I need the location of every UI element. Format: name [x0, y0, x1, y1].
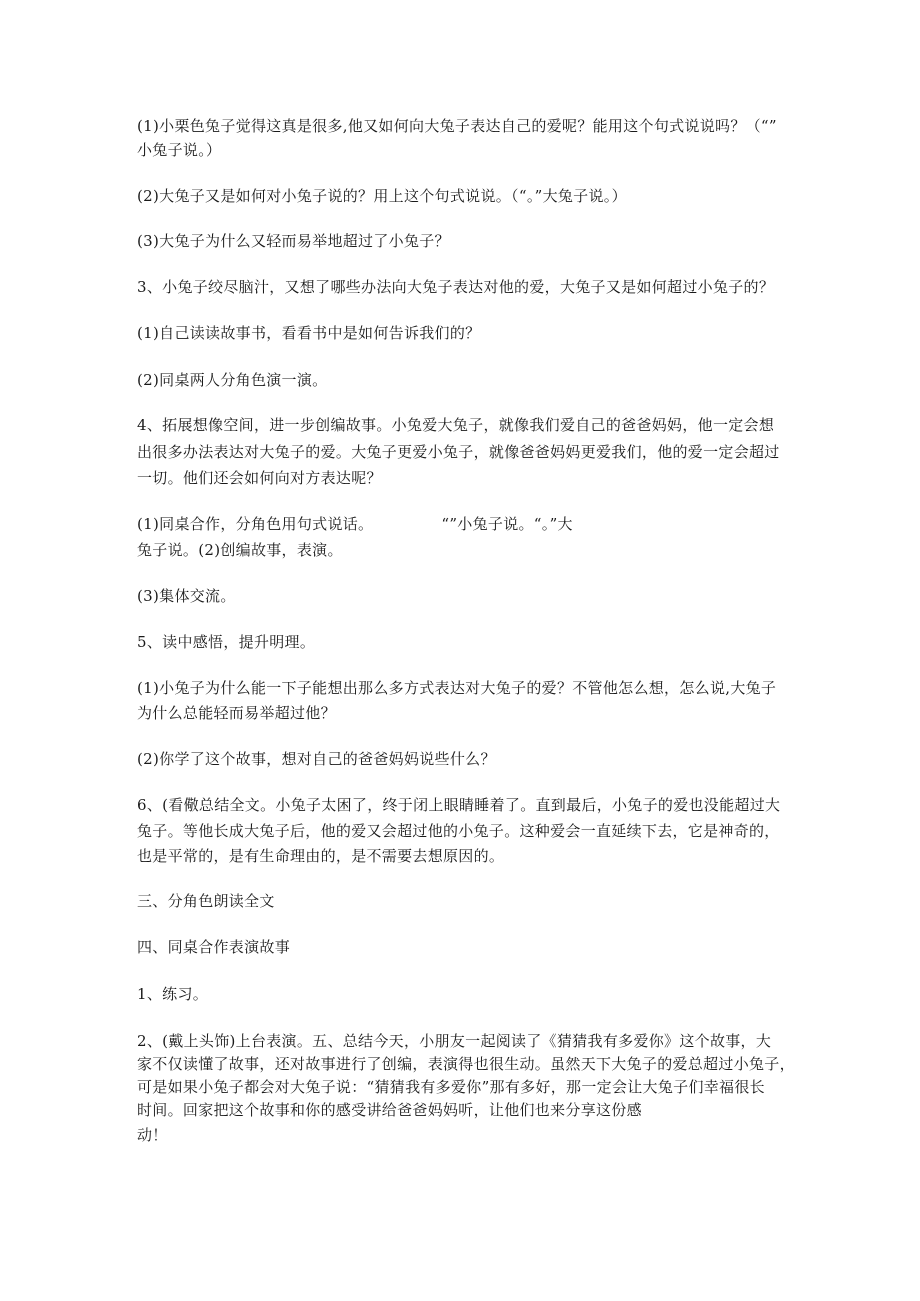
text-line: 也是平常的，是有生命理由的，是不需要去想原因的。 [137, 847, 505, 865]
text-line [137, 514, 573, 534]
text-line: 2、(戴上头饰)上台表演。五、总结今天，小朋友一起阅读了《猜猜我有多爱你》这个故事，大 [137, 1032, 772, 1050]
text-line: 为什么总能轻而易举超过他？ [137, 704, 336, 722]
text-line: (1)自己读读故事书，看看书中是如何告诉我们的？ [137, 324, 481, 342]
text-line: 一切。他们还会如何向对方表达呢？ [137, 469, 382, 487]
text-line: (1)小兔子为什么能一下子能想出那么多方式表达对大兔子的爱？不管他怎么想，怎么说,大兔子 [137, 679, 777, 697]
text-line: 动！ [137, 1126, 168, 1144]
text-line: (2)大兔子又是如何对小兔子说的？用上这个句式说说。（“。”大兔子说。） [137, 187, 627, 205]
text-segment: “”小兔子说。“。”大 [441, 515, 573, 533]
text-line: (3)集体交流。 [137, 587, 236, 605]
text-line: 四、同桌合作表演故事 [137, 938, 291, 956]
text-line: 兔子。等他长成大兔子后，他的爱又会超过他的小兔子。这种爱会一直延续下去，它是神奇的， [137, 822, 780, 840]
text-line: 6、(看儆总结全文。小兔子太困了，终于闭上眼睛睡着了。直到最后，小兔子的爱也没能超过大 [137, 796, 781, 814]
text-line: 家不仅读懂了故事，还对故事进行了创编，表演得也很生动。虽然天下大兔子的爱总超过小兔子， [137, 1055, 795, 1073]
text-line: 4、拓展想像空间，进一步创编故事。小兔爱大兔子，就像我们爱自己的爸爸妈妈，他一定会想 [137, 416, 775, 434]
text-line: (2)同桌两人分角色演一演。 [137, 371, 328, 389]
text-line: 时间。回家把这个故事和你的感受讲给爸爸妈妈听，让他们也来分享这份感 [137, 1101, 642, 1119]
text-line: 3、小兔子绞尽脑汁，又想了哪些办法向大兔子表达对他的爱，大兔子又是如何超过小兔子的？ [137, 278, 775, 296]
text-line: 可是如果小兔子都会对大兔子说：“猜猜我有多爱你”那有多好，那一定会让大兔子们幸福很长 [137, 1078, 765, 1096]
text-line: 三、分角色朗读全文 [137, 892, 275, 910]
text-line: 5、读中感悟，提升明理。 [137, 633, 316, 651]
text-line: (1)小栗色兔子觉得这真是很多,他又如何向大兔子表达自己的爱呢？能用这个句式说说吗？（“” [137, 117, 777, 135]
text-line: 出很多办法表达对大兔子的爱。大兔子更爱小兔子，就像爸爸妈妈更爱我们，他的爱一定会超过 [137, 443, 780, 461]
text-line: 小兔子说。） [137, 141, 222, 159]
text-segment: (1)同桌合作，分角色用句式说话。 [137, 515, 374, 533]
text-line: (2)你学了这个故事，想对自己的爸爸妈妈说些什么？ [137, 750, 496, 768]
text-line: 兔子说。(2)创编故事，表演。 [137, 541, 343, 559]
text-line: (3)大兔子为什么又轻而易举地超过了小兔子？ [137, 232, 450, 250]
text-line: 1、练习。 [137, 985, 209, 1003]
